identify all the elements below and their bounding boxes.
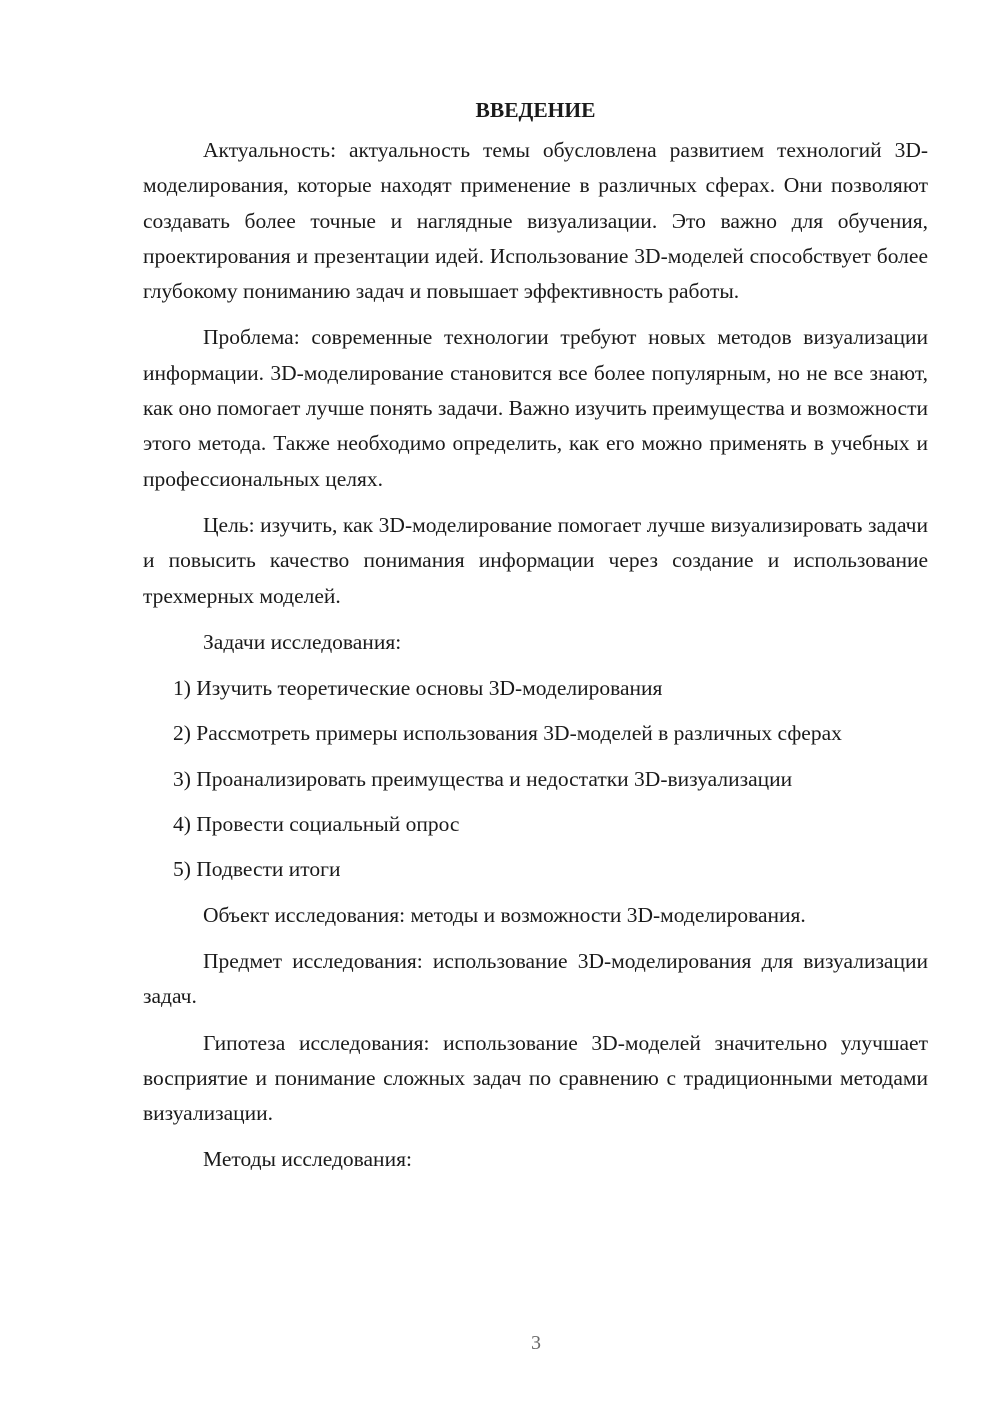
page-number: 3: [531, 1332, 541, 1354]
list-item-task-5: 5) Подвести итоги: [173, 857, 341, 882]
tasks-heading: Задачи исследования:: [203, 629, 402, 654]
goal-paragraph: Цель: изучить, как 3D-моделирование помогает лучше визуализировать задачи и повысить качество понимания информации через создание и использование трехмерных моделей.: [143, 512, 928, 608]
page-content: [143, 93, 928, 1189]
section-title: ВВЕДЕНИЕ: [475, 98, 596, 122]
list-item-task-2: 2) Рассмотреть примеры использования 3D-моделей в различных сферах: [173, 721, 842, 746]
list-item-task-4: 4) Провести социальный опрос: [173, 812, 460, 837]
subject-paragraph: Предмет исследования: использование 3D-моделирования для визуализации задач.: [143, 948, 928, 1009]
problem-paragraph: Проблема: современные технологии требуют новых методов визуализации информации. 3D-моделирование становится все более популярным, но не все знают, как оно помогает лучше понять задачи. Важно изучить преимущества и возможности этого метода. Также необходимо определить, как его можно применять в учебных и профессиональных целях.: [143, 325, 928, 491]
relevance-paragraph: Актуальность: актуальность темы обусловлена развитием технологий 3D-моделирования, которые находят применение в различных сферах. Они позволяют создавать более точные и наглядные визуализации. Это важно для обучения, проектирования и презентации идей. Использование 3D-моделей способствует более глубокому пониманию задач и повышает эффективность работы.: [143, 138, 928, 304]
list-item-task-3: 3) Проанализировать преимущества и недостатки 3D-визуализации: [173, 766, 793, 791]
hypothesis-paragraph: Гипотеза исследования: использование 3D-моделей значительно улучшает восприятие и понимание сложных задач по сравнению с традиционными методами визуализации.: [143, 1030, 928, 1126]
methods-heading: Методы исследования:: [203, 1147, 412, 1172]
list-item-task-1: 1) Изучить теоретические основы 3D-моделирования: [173, 676, 663, 701]
tasks-list: [143, 671, 928, 887]
object-paragraph: Объект исследования: методы и возможности 3D-моделирования.: [203, 902, 806, 927]
